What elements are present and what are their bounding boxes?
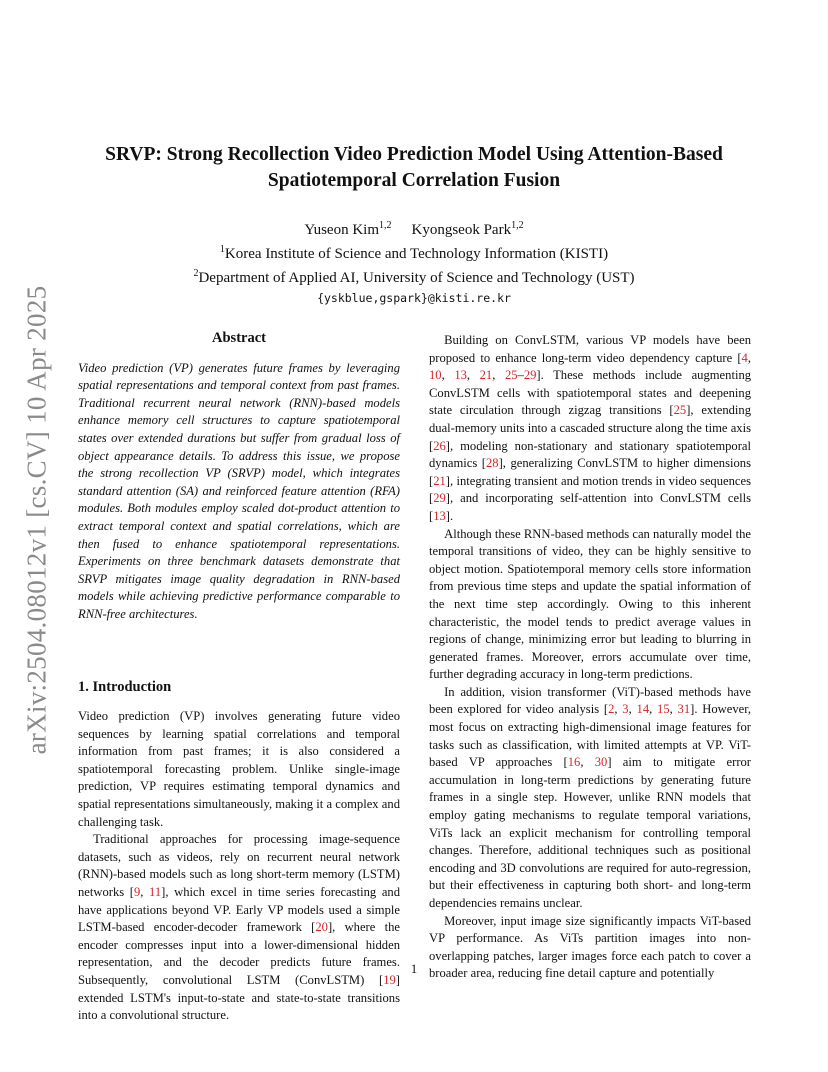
citation-link[interactable]: 4 [741, 350, 748, 365]
citation-link[interactable]: 21 [433, 473, 446, 488]
intro-paragraph-2: Traditional approaches for processing image-sequence datasets, such as videos, rely on recurrent neural network (RNN)-based models such as long short-term memory (LSTM) networks [9, 11], which excel in time series forecasting and have applications beyond VP. Early VP models used a simple LSTM-based encoder-decoder framework [20], where the encoder compresses input into a lower-dimensional hidden representation, and the decoder predicts future frames. Subsequently, convolutional LSTM (ConvLSTM) [19] extended LSTM's input-to-state and state-to-state transitions into a convolutional structure. [78, 832, 400, 1023]
right-paragraph-1: Building on ConvLSTM, various VP models have been proposed to enhance long-term video dependency capture [4, 10, 13, 21, 25–29]. These methods include augmenting ConvLSTM cells with spatiotemporal states and deepening state circulation through zigzag transitions [25], extending dual-memory units into a cascaded structure along the time axis [26], modeling non-stationary and stationary spatiotemporal dynamics [28], generalizing ConvLSTM to higher dimensions [21], integrating transient and motion trends in video sequences [29], and incorporating self-attention into ConvLSTM cells [13]. [429, 333, 752, 523]
left-column [78, 330, 400, 1025]
page-number: 1 [410, 962, 418, 976]
affiliation-1: $^1$Korea Institute of Science and Technology Information (KISTI) [219, 244, 609, 262]
citation-link[interactable]: 29 [433, 491, 446, 506]
citation-link[interactable]: 25 [673, 403, 687, 418]
citation-link[interactable]: 31 [677, 702, 691, 717]
author-2: Kyongseok Park [411, 222, 512, 238]
arxiv-identifier-stamp: arXiv:2504.08012v1 [cs.CV] 10 Apr 2025 [21, 285, 52, 755]
author-block [90, 216, 738, 308]
citation-link[interactable]: 29 [523, 368, 537, 383]
abstract-heading: Abstract [212, 330, 266, 346]
citation-link[interactable]: 13 [433, 508, 446, 523]
citation-link[interactable]: 28 [485, 456, 499, 471]
citation-link[interactable]: 19 [383, 973, 396, 987]
citation-link[interactable]: 14 [636, 702, 650, 717]
citation-link[interactable]: 3 [622, 702, 629, 717]
citation-link[interactable]: 20 [315, 920, 328, 935]
affiliation-2: $^2$Department of Applied AI, University of Science and Technology (UST) [193, 268, 635, 286]
right-column [429, 332, 751, 983]
citation-link[interactable]: 2 [608, 702, 615, 717]
title-line-2: Spatiotemporal Correlation Fusion [267, 170, 561, 191]
title-line-1: SRVP: Strong Recollection Video Prediction Model Using Attention-Based [105, 144, 723, 165]
introduction-heading: 1. Introduction [78, 678, 172, 695]
author-2-affiliation-marker: 1,2 [511, 220, 524, 231]
author-1-affiliation-marker: 1,2 [379, 220, 392, 231]
citation-link[interactable]: 25 [504, 368, 518, 383]
citation-link[interactable]: 10 [429, 368, 442, 383]
paper-title [90, 142, 738, 194]
right-paragraph-3: In addition, vision transformer (ViT)-based methods have been explored for video analysis [2, 3, 14, 15, 31]. However, most focus on extracting high-dimensional image features for tasks such as classification, with limited attempts at VP. ViT-based VP approaches [16, 30] aim to mitigate error accumulation in long-term predictions by generating future frames in a single step. However, unlike RNN models that employ gating mechanisms to regulate temporal variations, ViTs lack an explicit mechanism for controlling temporal changes. Therefore, additional techniques such as positional encoding and 3D convolutions are required for auto-regression, but their effectiveness in capturing both short- and long-term dependencies remains unclear. [429, 684, 752, 910]
citation-link[interactable]: 26 [433, 438, 446, 453]
citation-link[interactable]: 13 [454, 368, 467, 383]
author-1: Yuseon Kim [304, 222, 379, 238]
right-paragraph-2: Although these RNN-based methods can naturally model the temporal transitions of video, they can be highly sensitive to object motion. Spatiotemporal memory cells store information from previous time steps and update the spatial information of the next time step accordingly. Owing to this inherent characteristic, the model tends to predict average values in regions of change, minimizing error but leading to blurring in generated frames. Moreover, errors accumulate over time, further degrading accuracy in long-term predictions. [429, 526, 751, 682]
right-paragraph-4: Moreover, input image size significantly impacts ViT-based VP performance. As ViTs partition images into non-overlapping patches, larger images force each patch to cover a broader area, reducing fine detail capture and potentially [429, 913, 751, 981]
citation-link[interactable]: 11 [149, 885, 162, 900]
citation-link[interactable]: 30 [594, 755, 608, 770]
citation-link[interactable]: 15 [657, 702, 670, 717]
citation-link[interactable]: 16 [567, 755, 581, 770]
author-names [90, 216, 738, 240]
citation-link[interactable]: 9 [133, 885, 141, 900]
author-emails: {yskblue,gspark}@kisti.re.kr [317, 291, 511, 305]
abstract-text: Video prediction (VP) generates future frames by leveraging spatial representations and temporal context from past frames. Traditional recurrent neural network (RNN)-based models enhance memory cell structures to capture spatiotemporal states over extended durations but suffer from gradual loss of object appearance details. To address this issue, we propose the strong recollection VP (SRVP) model, which integrates standard attention (SA) and reinforced feature attention (RFA) modules. Both modules employ scaled dot-product attention to extract temporal context and spatial correlations, which are then fused to enhance spatiotemporal representations. Experiments on three benchmark datasets demonstrate that SRVP mitigates image quality degradation in RNN-based models while achieving predictive performance comparable to RNN-free architectures. [78, 360, 400, 621]
intro-paragraph-1: Video prediction (VP) involves generating future video sequences by learning spatial correlations and temporal information from past frames; it is also considered a spatiotemporal forecasting problem. Unlike single-image prediction, VP requires estimating temporal dynamics and spatial representations simultaneously, making it a complex and challenging task. [78, 709, 400, 829]
citation-link[interactable]: 21 [479, 368, 493, 383]
